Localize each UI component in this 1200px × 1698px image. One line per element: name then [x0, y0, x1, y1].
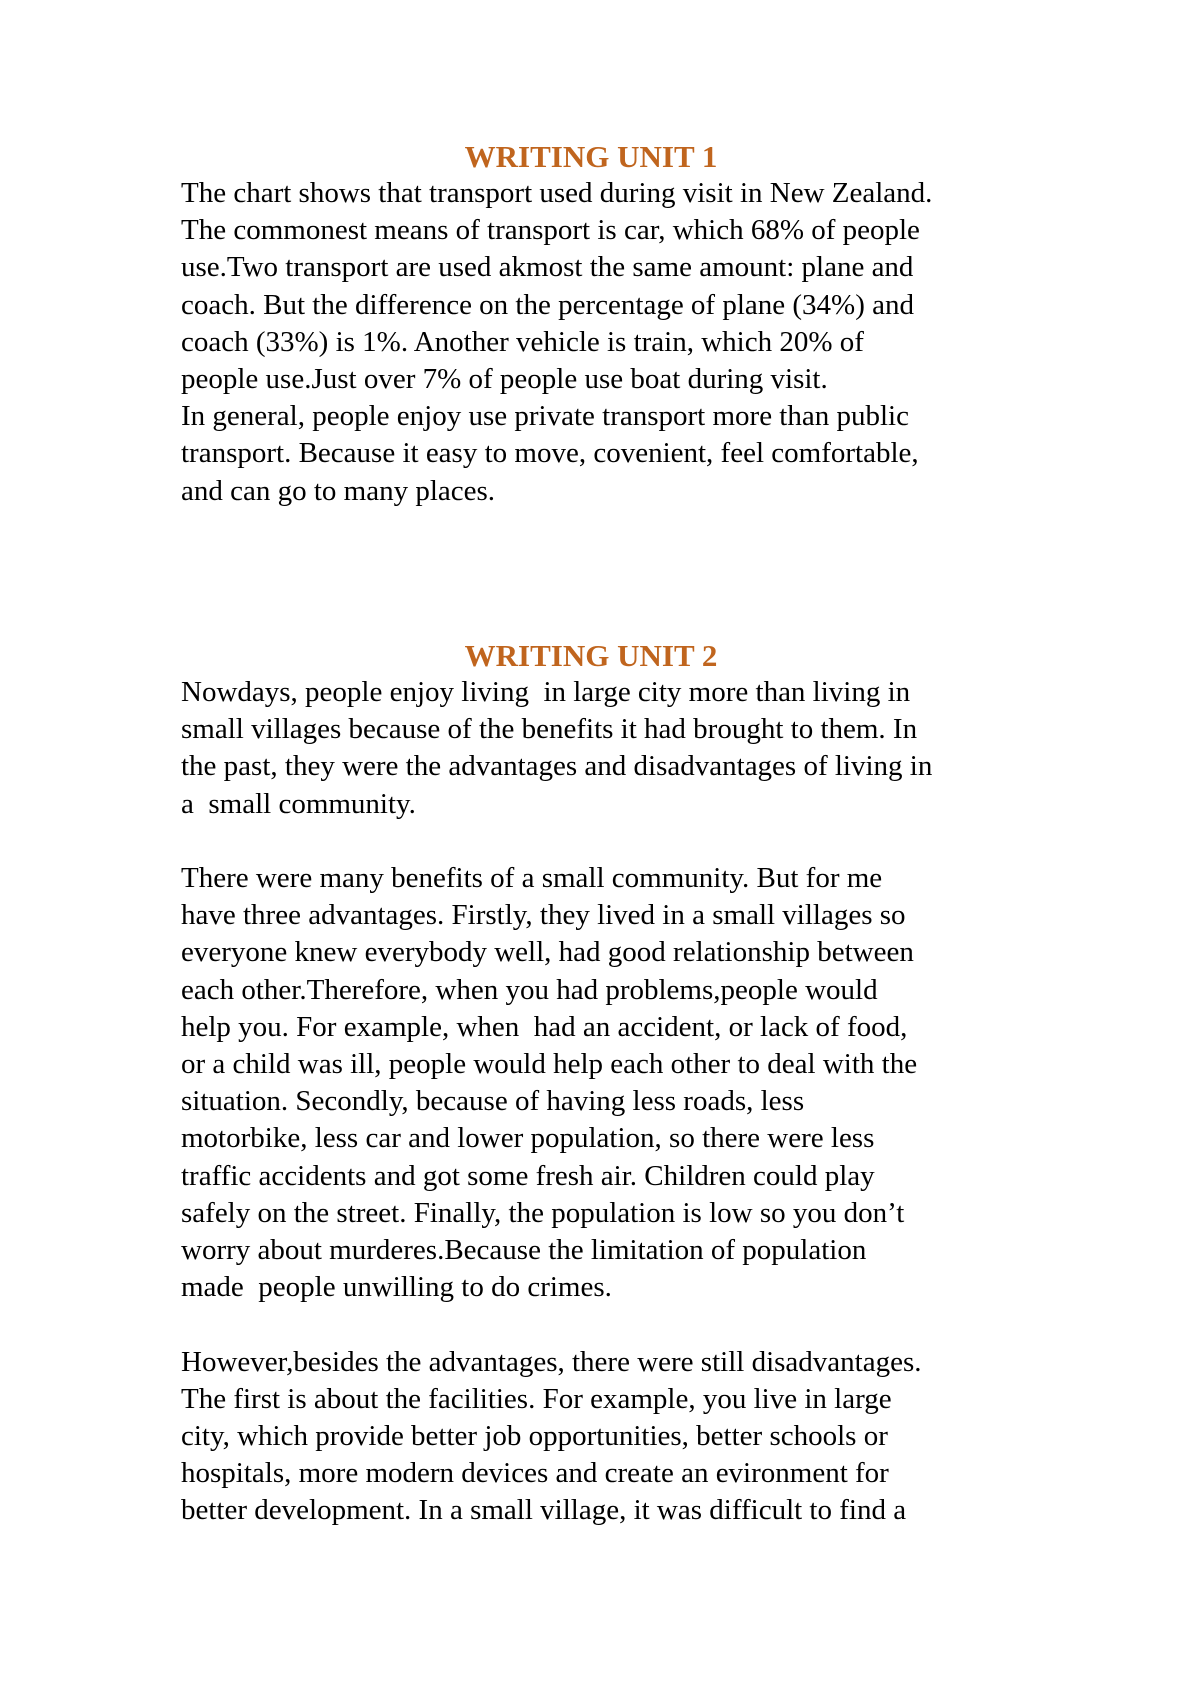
unit2-line: motorbike, less car and lower population, so there were less [181, 1122, 875, 1155]
unit1-line: The chart shows that transport used during visit in New Zealand. [181, 177, 933, 209]
unit2-line: made people unwilling to do crimes. [181, 1271, 612, 1304]
unit1-heading: WRITING UNIT 1 [464, 139, 718, 174]
unit1-body [181, 175, 1041, 510]
unit2-line: traffic accidents and got some fresh air. Children could play [181, 1159, 875, 1192]
unit2-line: small villages because of the benefits it had brought to them. In [181, 713, 918, 746]
unit1-line: transport. Because it easy to move, covenient, feel comfortable, [181, 437, 919, 470]
paragraph-gap [181, 1306, 1041, 1343]
unit1-line: and can go to many places. [181, 474, 496, 507]
unit2-line: There were many benefits of a small community. But for me [181, 862, 883, 894]
unit1-line: The commonest means of transport is car, which 68% of people [181, 214, 920, 247]
unit1-section [181, 138, 1041, 510]
unit2-line: Nowdays, people enjoy living in large city more than living in [181, 676, 911, 708]
unit1-line: use.Two transport are used akmost the same amount: plane and [181, 251, 914, 284]
unit2-line: hospitals, more modern devices and create an evironment for [181, 1457, 889, 1490]
unit2-paragraph-3 [181, 1344, 1041, 1530]
unit2-line: a small community. [181, 787, 416, 820]
unit2-line: the past, they were the advantages and disadvantages of living in [181, 750, 933, 783]
unit2-line: have three advantages. Firstly, they lived in a small villages so [181, 899, 906, 932]
unit2-line: worry about murderes.Because the limitation of population [181, 1234, 867, 1267]
unit2-line: safely on the street. Finally, the population is low so you don’t [181, 1196, 905, 1229]
unit2-section [181, 637, 1041, 1530]
unit1-line: coach. But the difference on the percentage of plane (34%) and [181, 288, 914, 321]
unit2-line: everyone knew everybody well, had good relationship between [181, 936, 914, 969]
unit2-line: However,besides the advantages, there were still disadvantages. [181, 1345, 922, 1378]
unit2-paragraph-2 [181, 860, 1041, 1306]
paragraph-gap [181, 823, 1041, 860]
unit2-line: The first is about the facilities. For example, you live in large [181, 1382, 892, 1415]
unit2-heading: WRITING UNIT 2 [464, 638, 718, 673]
unit2-paragraph-1 [181, 674, 1041, 823]
unit2-line: each other.Therefore, when you had problems,people would [181, 973, 878, 1006]
unit1-line: people use.Just over 7% of people use boat during visit. [181, 363, 828, 396]
unit2-line: city, which provide better job opportunities, better schools or [181, 1420, 888, 1453]
unit2-line: better development. In a small village, it was difficult to find a [181, 1494, 907, 1527]
unit1-line: In general, people enjoy use private transport more than public [181, 400, 909, 433]
unit2-line: help you. For example, when had an accident, or lack of food, [181, 1010, 908, 1043]
unit1-line: coach (33%) is 1%. Another vehicle is train, which 20% of [181, 325, 864, 358]
unit2-line: situation. Secondly, because of having less roads, less [181, 1085, 805, 1118]
unit2-line: or a child was ill, people would help each other to deal with the [181, 1048, 918, 1081]
